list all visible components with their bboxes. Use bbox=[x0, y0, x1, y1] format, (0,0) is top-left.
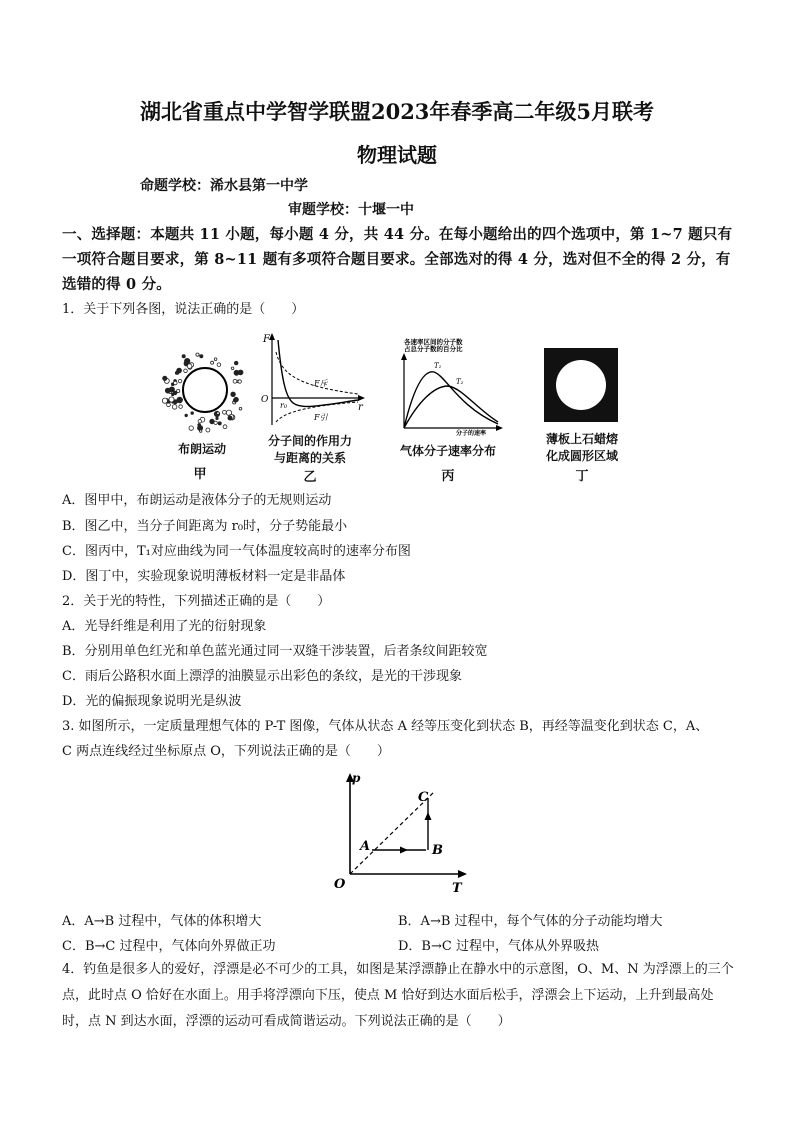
pt-axis-p: p bbox=[352, 771, 361, 785]
yi-fn: F斥 bbox=[314, 379, 328, 388]
reviewer-school: 审题学校：十堰一中 bbox=[288, 202, 414, 218]
particle bbox=[198, 424, 201, 427]
exam-subject: 物理试题 bbox=[357, 143, 437, 167]
particle bbox=[167, 403, 171, 407]
yi-fy: F引 bbox=[314, 413, 328, 422]
figure-bing-tag: 丙 bbox=[441, 469, 455, 484]
figure-bing-caption: 气体分子速率分布 bbox=[399, 444, 496, 458]
q1-option-c: C．图丙中，T₁对应曲线为同一气体温度较高时的速率分布图 bbox=[62, 544, 411, 559]
yi-origin: O bbox=[261, 395, 269, 405]
yi-axis-r: r bbox=[358, 402, 363, 413]
particle bbox=[218, 422, 221, 425]
particle bbox=[223, 425, 227, 429]
q1-stem: 1．关于下列各图，说法正确的是（ ） bbox=[62, 302, 305, 317]
particle bbox=[174, 381, 178, 385]
figure-speed-distribution bbox=[394, 336, 506, 436]
yi-axis-f: F bbox=[263, 334, 270, 345]
particle bbox=[234, 370, 239, 375]
q3-stem-line2: C 两点连线经过坐标原点 O，下列说法正确的是（ ） bbox=[62, 744, 390, 759]
q2-stem: 2．关于光的特性，下列描述正确的是（ ） bbox=[62, 594, 331, 609]
section-instructions: 一、选择题：本题共 11 小题，每小题 4 分，共 44 分。在每小题给出的四个选项中，第 1~7 题只有一项符合题目要求，第 8~11 题有多项符合题目要求。全部选对的得 4 分，选对但不全的得 2 分，有选错的得 0 分。 bbox=[62, 226, 733, 293]
pt-origin: O bbox=[334, 877, 346, 892]
bing-t2: T₂ bbox=[456, 378, 464, 386]
particle bbox=[206, 428, 210, 432]
particle bbox=[173, 391, 177, 395]
pt-point-c: C bbox=[418, 790, 429, 805]
figure-yi-caption-1: 分子间的作用力 bbox=[267, 434, 352, 448]
figure-jia-caption: 布朗运动 bbox=[177, 442, 226, 456]
particle bbox=[198, 420, 201, 423]
particle bbox=[175, 372, 178, 375]
particle bbox=[214, 421, 217, 424]
particle bbox=[214, 358, 217, 361]
particle bbox=[169, 397, 174, 402]
particle bbox=[189, 426, 193, 430]
particle bbox=[228, 416, 232, 420]
figure-wax-plate bbox=[544, 348, 618, 422]
figure-brownian-motion bbox=[160, 340, 250, 435]
q3-option-a: A．A→B 过程中，气体的体积增大 bbox=[62, 914, 262, 929]
wax-plate-diagram bbox=[544, 348, 618, 422]
particle bbox=[191, 412, 194, 415]
particle bbox=[187, 364, 192, 369]
q2-option-d: D．光的偏振现象说明光是纵波 bbox=[62, 694, 242, 709]
q3-option-c: C．B→C 过程中，气体向外界做正功 bbox=[62, 939, 276, 954]
particle bbox=[234, 361, 238, 365]
q2-option-a: A．光导纤维是利用了光的衍射现象 bbox=[62, 619, 267, 634]
brownian-motion-diagram bbox=[160, 340, 250, 435]
particle bbox=[211, 361, 214, 364]
figure-ding-tag: 丁 bbox=[575, 469, 589, 484]
speed-distribution-graph bbox=[394, 336, 506, 436]
q2-option-b: B．分别用单色红光和单色蓝光通过同一双缝干涉装置，后者条纹间距较宽 bbox=[62, 644, 488, 659]
q1-option-a: A．图甲中，布朗运动是液体分子的无规则运动 bbox=[62, 493, 332, 508]
bing-t1: T₁ bbox=[434, 362, 442, 370]
particle bbox=[184, 369, 188, 373]
q3-stem-line1: 3. 如图所示，一定质量理想气体的 P-T 图像，气体从状态 A 经等压变化到状态 B，再经等温变化到状态 C，A、 bbox=[62, 719, 709, 734]
particle bbox=[233, 398, 237, 402]
particle bbox=[217, 412, 220, 415]
figure-yi-tag: 乙 bbox=[303, 470, 317, 485]
particle bbox=[238, 380, 241, 383]
figure-jia-tag: 甲 bbox=[193, 467, 207, 482]
bing-xlabel: 分子的速率 bbox=[456, 430, 487, 436]
particle bbox=[172, 405, 177, 410]
pt-point-a: A bbox=[360, 839, 371, 854]
q3-option-d: D．B→C 过程中，气体从外界吸热 bbox=[398, 939, 599, 954]
figure-yi-caption-2: 与距离的关系 bbox=[273, 451, 346, 465]
q1-option-b: B．图乙中，当分子间距离为 r₀时，分子势能最小 bbox=[62, 519, 348, 534]
particle bbox=[200, 430, 202, 432]
figure-molecular-force bbox=[258, 330, 368, 430]
molecular-force-graph bbox=[258, 330, 368, 430]
particle bbox=[179, 405, 183, 409]
pt-axis-t: T bbox=[452, 881, 462, 896]
particle bbox=[216, 417, 218, 419]
q4-stem: 4．钓鱼是很多人的爱好，浮漂是必不可少的工具，如图是某浮漂静止在静水中的示意图，O、M、N 为浮漂上的三个点，此时点 O 恰好在水面上。用手将浮漂向下压，使点 M 恰好到达水面后松手，浮漂会上下运动，上升到最高处时，点 N 到达水面，浮漂的运动可看成简谐运动。下列说法正确的是（ ） bbox=[62, 962, 734, 1029]
proposer-school: 命题学校：浠水县第一中学 bbox=[140, 178, 308, 194]
particle bbox=[231, 367, 234, 370]
pt-point-b: B bbox=[432, 843, 443, 858]
particle bbox=[200, 355, 203, 358]
q1-option-d: D．图丁中，实验现象说明薄板材料一定是非晶体 bbox=[62, 569, 346, 584]
figure-pt-graph bbox=[322, 770, 472, 900]
particle bbox=[163, 376, 167, 380]
particle bbox=[231, 392, 236, 397]
particle bbox=[177, 397, 183, 403]
particle bbox=[178, 379, 181, 382]
particle bbox=[185, 414, 188, 417]
bing-ylabel-1: 各速率区间的分子数 bbox=[404, 338, 463, 346]
particle bbox=[233, 379, 237, 383]
bing-ylabel-2: 占总分子数的百分比 bbox=[404, 345, 463, 353]
pt-graph bbox=[322, 770, 472, 900]
figure-ding-caption-1: 薄板上石蜡熔 bbox=[545, 432, 618, 446]
particle bbox=[239, 407, 242, 410]
particle bbox=[182, 355, 185, 358]
figure-ding-caption-2: 化成圆形区域 bbox=[545, 449, 618, 463]
q2-option-c: C．雨后公路积水面上漂浮的油膜显示出彩色的条纹，是光的干涉现象 bbox=[62, 669, 462, 684]
particle bbox=[223, 410, 227, 414]
yi-r0: r₀ bbox=[280, 401, 288, 410]
particle bbox=[196, 353, 199, 356]
exam-title: 湖北省重点中学智学联盟2023年春季高二年级5月联考 bbox=[139, 99, 655, 124]
q3-option-b: B．A→B 过程中，每个气体的分子动能均增大 bbox=[398, 914, 663, 929]
particle bbox=[162, 398, 167, 403]
particle bbox=[217, 363, 221, 367]
